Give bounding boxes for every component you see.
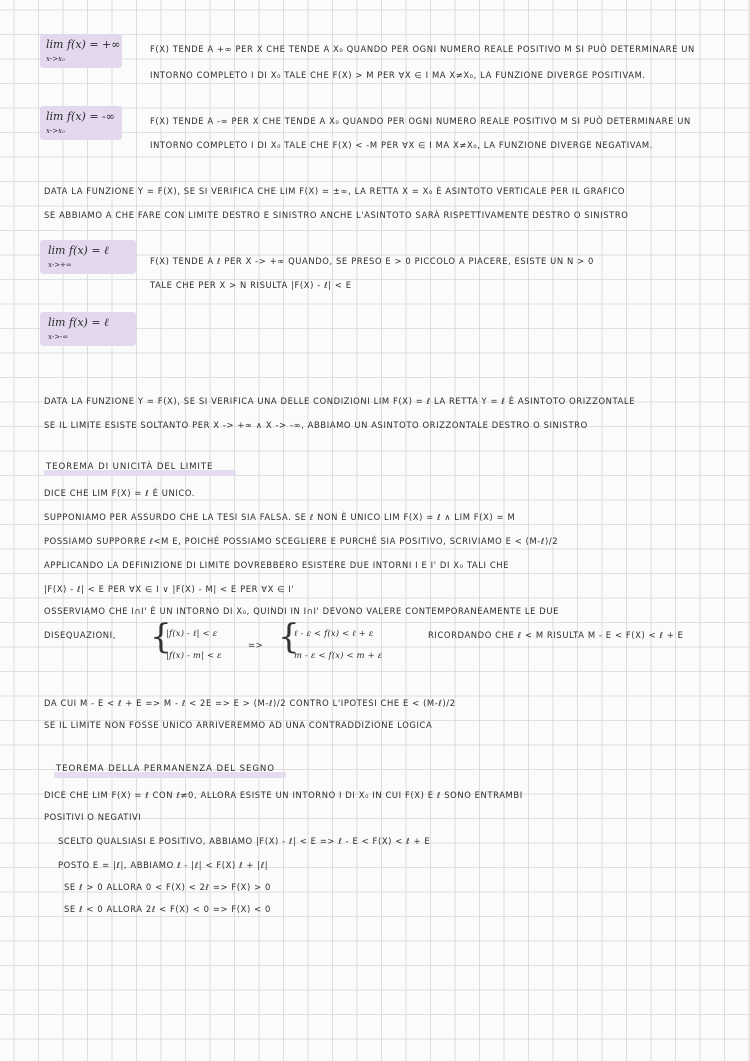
system-eq: ℓ - ε < f(x) < ℓ + ε	[294, 628, 374, 638]
system-eq: |f(x) - m| < ε	[166, 650, 222, 660]
system-brace-left: {	[150, 617, 172, 657]
text-line: DATA LA FUNZIONE Y = F(X), SE SI VERIFICA UNA DELLE CONDIZIONI LIM F(X) = ℓ LA RETTA Y = ℓ È ASINTOTO ORIZZONTALE	[44, 396, 636, 406]
limit-label-2: lim f(x) = -∞	[46, 110, 115, 123]
limit-label-4: lim f(x) = ℓ	[48, 316, 109, 329]
system-eq: m - ε < f(x) < m + ε	[294, 650, 383, 660]
limit-sub-3: x->+∞	[48, 261, 72, 269]
text-line: OSSERVIAMO CHE I∩I' È UN INTORNO DI X₀, QUINDI IN I∩I' DEVONO VALERE CONTEMPORANEAMENTE LE DUE	[44, 606, 559, 616]
limit-sub-1: x->x₀	[46, 55, 65, 63]
text-line: DATA LA FUNZIONE Y = F(X), SE SI VERIFICA CHE LIM F(X) = ±∞, LA RETTA X = X₀ È ASINTOTO VERTICALE PER IL GRAFICO	[44, 186, 626, 196]
text-line: |F(X) - ℓ| < Ε PER ∀X ∈ I ∨ |F(X) - M| < Ε PER ∀X ∈ I'	[44, 584, 295, 594]
text-line: POSITIVI O NEGATIVI	[44, 812, 142, 822]
limit-sub-4: x->-∞	[48, 333, 69, 341]
limit-label-3: lim f(x) = ℓ	[48, 244, 109, 257]
text-line: SE IL LIMITE ESISTE SOLTANTO PER X -> +∞ ∧ X -> -∞, ABBIAMO UN ASINTOTO ORIZZONTALE DESTRO O SINISTRO	[44, 420, 588, 430]
system-brace-right: {	[278, 617, 300, 657]
implies-arrow: =>	[248, 640, 264, 650]
text-line: DA CUI M - Ε < ℓ + Ε => M - ℓ < 2Ε => Ε > (M-ℓ)/2 CONTRO L'IPOTESI CHE Ε < (M-ℓ)/2	[44, 698, 456, 708]
text-line: DICE CHE LIM F(X) = ℓ CON ℓ≠0, ALLORA ESISTE UN INTORNO I DI X₀ IN CUI F(X) E ℓ SONO ENTRAMBI	[44, 790, 523, 800]
text-line: TALE CHE PER X > N RISULTA |F(X) - ℓ| < Ε	[150, 280, 352, 290]
text-line: POSSIAMO SUPPORRE ℓ<M Ε, POICHÉ POSSIAMO SCEGLIERE Ε PURCHÉ SIA POSITIVO, SCRIVIAMO Ε < (M-ℓ)/2	[44, 536, 559, 546]
system-eq: |f(x) - ℓ| < ε	[166, 628, 218, 638]
theorem-title-sign: TEOREMA DELLA PERMANENZA DEL SEGNO	[56, 764, 275, 774]
text-line: SE IL LIMITE NON FOSSE UNICO ARRIVEREMMO AD UNA CONTRADDIZIONE LOGICA	[44, 720, 433, 730]
text-line: SUPPONIAMO PER ASSURDO CHE LA TESI SIA FALSA. SE ℓ NON È UNICO LIM F(X) = ℓ ∧ LIM F(X) = M	[44, 512, 516, 522]
text-line: SE ℓ > 0 ALLORA 0 < F(X) < 2ℓ => F(X) > 0	[64, 882, 271, 892]
text-line: SCELTO QUALSIASI Ε POSITIVO, ABBIAMO |F(X) - ℓ| < Ε => ℓ - Ε < F(X) < ℓ + Ε	[58, 836, 431, 846]
text-line: POSTO Ε = |ℓ|, ABBIAMO ℓ - |ℓ| < F(X) ℓ + |ℓ|	[58, 860, 269, 870]
limit-label-1: lim f(x) = +∞	[46, 38, 121, 51]
text-line: SE ℓ < 0 ALLORA 2ℓ < F(X) < 0 => F(X) < 0	[64, 904, 271, 914]
text-line: DICE CHE LIM F(X) = ℓ È UNICO.	[44, 488, 195, 498]
text-line: INTORNO COMPLETO I DI X₀ TALE CHE F(X) < -M PER ∀X ∈ I MA X≠X₀, LA FUNZIONE DIVERGE NEGATIVAM.	[150, 140, 653, 150]
theorem-title-uniqueness: TEOREMA DI UNICITÀ DEL LIMITE	[46, 462, 214, 472]
text-line: SE ABBIAMO A CHE FARE CON LIMITE DESTRO E SINISTRO ANCHE L'ASINTOTO SARÀ RISPETTIVAMENTE DESTRO O SINISTRO	[44, 210, 629, 220]
limit-sub-2: x->x₀	[46, 127, 65, 135]
text-line: DISEQUAZIONI,	[44, 630, 116, 640]
text-line: INTORNO COMPLETO I DI X₀ TALE CHE F(X) > M PER ∀X ∈ I MA X≠X₀, LA FUNZIONE DIVERGE POSITIVAM.	[150, 70, 646, 80]
text-line: F(X) TENDE A ℓ PER X -> +∞ QUANDO, SE PRESO Ε > 0 PICCOLO A PIACERE, ESISTE UN N > 0	[150, 256, 594, 266]
text-line: RICORDANDO CHE ℓ < M RISULTA M - Ε < F(X) < ℓ + Ε	[428, 630, 684, 640]
text-line: APPLICANDO LA DEFINIZIONE DI LIMITE DOVREBBERO ESISTERE DUE INTORNI I E I' DI X₀ TALI CHE	[44, 560, 510, 570]
text-line: F(X) TENDE A +∞ PER X CHE TENDE A X₀ QUANDO PER OGNI NUMERO REALE POSITIVO M SI PUÒ DETERMINARE UN	[150, 44, 695, 54]
text-line: F(X) TENDE A -∞ PER X CHE TENDE A X₀ QUANDO PER OGNI NUMERO REALE POSITIVO M SI PUÒ DETERMINARE UN	[150, 116, 691, 126]
